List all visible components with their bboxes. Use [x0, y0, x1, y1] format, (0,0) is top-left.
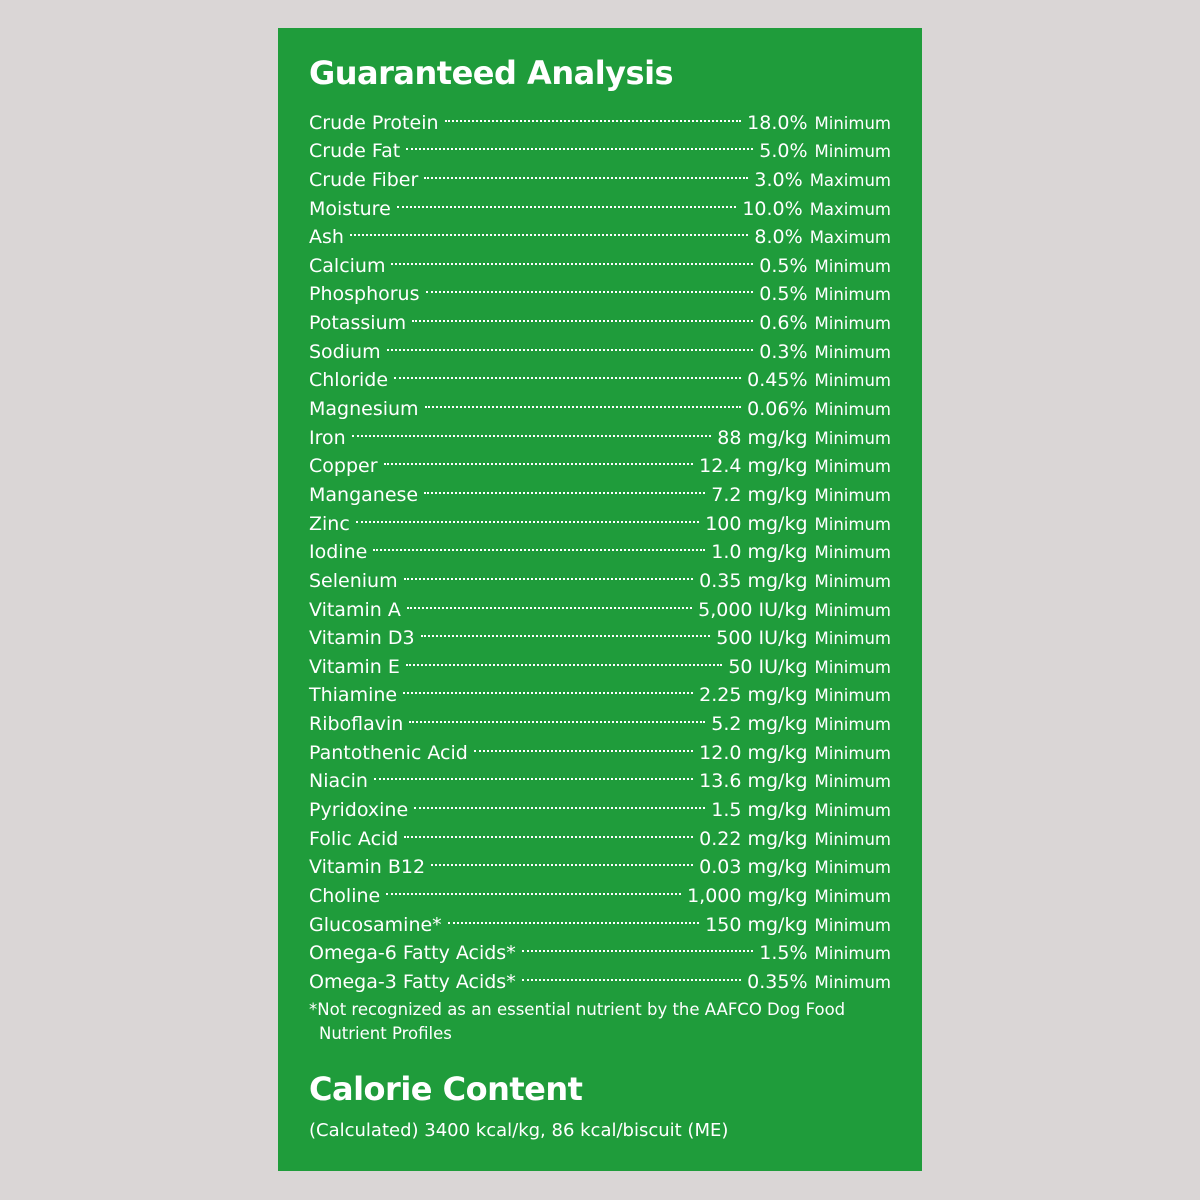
nutrient-value: 3.0%: [754, 168, 803, 191]
nutrient-qualifier: Minimum: [814, 400, 891, 420]
dot-leader: [421, 616, 711, 645]
footnote-line-1: *Not recognized as an essential nutrient by the AAFCO Dog Food: [309, 1000, 846, 1019]
nutrient-qualifier: Minimum: [814, 772, 891, 792]
nutrient-name: Copper: [309, 455, 378, 478]
dot-leader: [406, 644, 723, 673]
dot-leader: [424, 157, 748, 186]
nutrient-name: Vitamin A: [309, 598, 401, 621]
nutrient-value: 8.0%: [754, 226, 803, 249]
dot-leader: [373, 530, 705, 559]
nutrient-name: Crude Fat: [309, 140, 401, 163]
nutrient-value: 1.0 mg/kg: [711, 541, 808, 564]
nutrient-qualifier: Minimum: [814, 858, 891, 878]
nutrient-qualifier: Minimum: [814, 314, 891, 334]
nutrient-value: 0.03 mg/kg: [699, 856, 808, 879]
nutrient-qualifier: Minimum: [814, 657, 891, 677]
nutrient-value: 50 IU/kg: [728, 655, 808, 678]
nutrient-value: 5,000 IU/kg: [698, 598, 808, 621]
dot-leader: [397, 186, 737, 215]
dot-leader: [391, 243, 753, 272]
dot-leader: [409, 701, 705, 730]
nutrient-qualifier: Minimum: [814, 972, 891, 992]
dot-leader: [522, 959, 741, 988]
nutrition-panel: [278, 28, 922, 1171]
nutrient-name: Vitamin B12: [309, 856, 426, 879]
dot-leader: [426, 272, 754, 301]
nutrient-name: Riboflavin: [309, 713, 404, 736]
calorie-content-text: (Calculated) 3400 kcal/kg, 86 kcal/biscuit (ME): [309, 1120, 729, 1141]
dot-leader: [424, 472, 705, 501]
nutrient-qualifier: Maximum: [809, 199, 891, 219]
dot-leader: [403, 673, 693, 702]
dot-leader: [374, 759, 693, 788]
nutrient-name: Zinc: [309, 512, 350, 535]
dot-leader: [412, 300, 753, 329]
nutrient-name: Calcium: [309, 254, 386, 277]
nutrient-value: 13.6 mg/kg: [699, 770, 808, 793]
dot-leader: [387, 329, 754, 358]
nutrient-qualifier: Minimum: [814, 886, 891, 906]
nutrient-value: 88 mg/kg: [717, 426, 808, 449]
dot-leader: [394, 358, 741, 387]
nutrient-qualifier: Minimum: [814, 743, 891, 763]
dot-leader: [352, 415, 712, 444]
nutrient-qualifier: Maximum: [809, 228, 891, 248]
nutrient-qualifier: Minimum: [814, 428, 891, 448]
nutrient-name: Omega-3 Fatty Acids*: [309, 970, 516, 993]
guaranteed-analysis-table: [309, 100, 891, 993]
nutrient-qualifier: Minimum: [814, 944, 891, 964]
nutrient-name: Manganese: [309, 483, 419, 506]
nutrient-value: 5.0%: [759, 140, 808, 163]
nutrient-qualifier: Minimum: [814, 629, 891, 649]
nutrient-name: Choline: [309, 884, 381, 907]
dot-leader: [386, 873, 681, 902]
nutrient-value: 10.0%: [742, 197, 803, 220]
nutrient-qualifier: Minimum: [814, 715, 891, 735]
dot-leader: [350, 215, 748, 244]
nutrient-value: 18.0%: [747, 111, 808, 134]
nutrient-qualifier: Minimum: [814, 142, 891, 162]
nutrient-name: Phosphorus: [309, 283, 420, 306]
nutrient-name: Sodium: [309, 340, 381, 363]
nutrient-name: Moisture: [309, 197, 391, 220]
nutrient-name: Omega-6 Fatty Acids*: [309, 942, 516, 965]
dot-leader: [448, 902, 700, 931]
dot-leader: [431, 845, 693, 874]
nutrient-name: Folic Acid: [309, 827, 399, 850]
nutrient-qualifier: Minimum: [814, 514, 891, 534]
nutrient-qualifier: Minimum: [814, 113, 891, 133]
nutrient-name: Glucosamine*: [309, 913, 442, 936]
dot-leader: [425, 386, 742, 415]
nutrient-value: 0.35%: [747, 970, 808, 993]
nutrient-value: 12.4 mg/kg: [699, 455, 808, 478]
nutrient-qualifier: Minimum: [814, 543, 891, 563]
nutrient-name: Crude Fiber: [309, 168, 419, 191]
nutrient-name: Pantothenic Acid: [309, 741, 468, 764]
nutrient-name: Potassium: [309, 312, 407, 335]
guaranteed-analysis-title: Guaranteed Analysis: [309, 54, 674, 92]
nutrient-qualifier: Minimum: [814, 686, 891, 706]
nutrient-value: 100 mg/kg: [705, 512, 808, 535]
nutrient-value: 0.6%: [759, 312, 808, 335]
nutrient-qualifier: Minimum: [814, 829, 891, 849]
nutrient-value: 1,000 mg/kg: [687, 884, 808, 907]
nutrient-qualifier: Minimum: [814, 256, 891, 276]
nutrient-value: 0.45%: [747, 369, 808, 392]
nutrient-value: 2.25 mg/kg: [699, 684, 808, 707]
nutrient-name: Chloride: [309, 369, 389, 392]
dot-leader: [404, 558, 694, 587]
calorie-content-title: Calorie Content: [309, 1070, 583, 1108]
nutrient-qualifier: Minimum: [814, 571, 891, 591]
nutrient-name: Pyridoxine: [309, 799, 409, 822]
nutrient-name: Niacin: [309, 770, 368, 793]
nutrient-name: Iodine: [309, 541, 368, 564]
nutrient-name: Ash: [309, 226, 344, 249]
nutrient-qualifier: Minimum: [814, 371, 891, 391]
nutrient-qualifier: Minimum: [814, 342, 891, 362]
dot-leader: [404, 816, 693, 845]
table-row: [309, 100, 891, 134]
nutrient-qualifier: Minimum: [814, 485, 891, 505]
nutrient-name: Thiamine: [309, 684, 398, 707]
nutrient-name: Vitamin D3: [309, 627, 415, 650]
dot-leader: [474, 730, 693, 759]
nutrient-name: Iron: [309, 426, 346, 449]
dot-leader: [445, 100, 742, 129]
dot-leader: [356, 501, 699, 530]
nutrient-value: 1.5%: [759, 942, 808, 965]
nutrient-name: Magnesium: [309, 398, 419, 421]
nutrient-value: 500 IU/kg: [716, 627, 808, 650]
nutrient-value: 150 mg/kg: [705, 913, 808, 936]
nutrient-value: 0.06%: [747, 398, 808, 421]
nutrient-value: 0.5%: [759, 254, 808, 277]
nutrient-value: 0.3%: [759, 340, 808, 363]
dot-leader: [384, 444, 694, 473]
dot-leader: [407, 587, 692, 616]
nutrient-qualifier: Minimum: [814, 915, 891, 935]
nutrient-value: 1.5 mg/kg: [711, 799, 808, 822]
nutrient-qualifier: Minimum: [814, 285, 891, 305]
nutrient-value: 12.0 mg/kg: [699, 741, 808, 764]
nutrient-value: 0.35 mg/kg: [699, 569, 808, 592]
dot-leader: [522, 931, 754, 960]
dot-leader: [414, 787, 705, 816]
nutrient-qualifier: Minimum: [814, 457, 891, 477]
footnote-line-2: Nutrient Profiles: [319, 1024, 452, 1043]
nutrient-value: 5.2 mg/kg: [711, 713, 808, 736]
nutrient-qualifier: Minimum: [814, 600, 891, 620]
nutrient-value: 0.5%: [759, 283, 808, 306]
nutrient-name: Crude Protein: [309, 111, 439, 134]
nutrient-qualifier: Minimum: [814, 801, 891, 821]
footnote: [309, 998, 889, 1046]
nutrient-qualifier: Maximum: [809, 170, 891, 190]
dot-leader: [406, 129, 753, 158]
nutrient-value: 7.2 mg/kg: [711, 483, 808, 506]
nutrient-name: Selenium: [309, 569, 398, 592]
nutrient-value: 0.22 mg/kg: [699, 827, 808, 850]
nutrient-name: Vitamin E: [309, 655, 400, 678]
